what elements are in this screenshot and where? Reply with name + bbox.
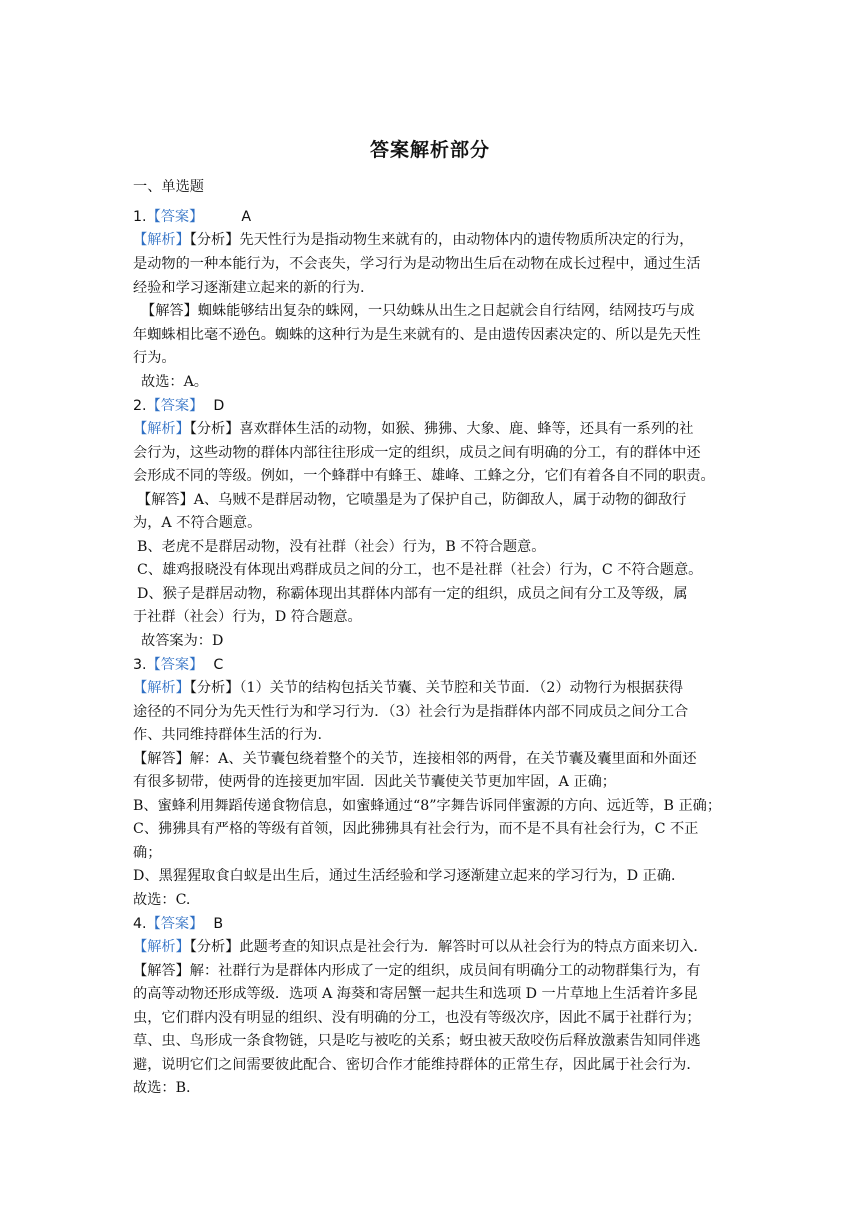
q2-solution-line-2: 为，A 不符合题意。: [133, 515, 262, 531]
q1-number: 1.: [133, 209, 147, 225]
q3-answer-line: [133, 654, 733, 678]
q3-final: 故选：C.: [133, 892, 191, 908]
q1-answer-tag: 【答案】: [146, 209, 204, 225]
q3-jiexi-tag: 【解析】: [133, 680, 190, 696]
q2-final: 故答案为：D: [141, 633, 224, 649]
q2-answer-line: [133, 395, 733, 419]
q4-solution-line-5: 避，说明它们之间需要彼此配合、密切合作才能维持群体的正常生存，因此属于社会行为．: [133, 1057, 701, 1073]
q2-option-c: C、雄鸡报晓没有体现出鸡群成员之间的分工，也不是社群（社会）行为，C 不符合题意。: [137, 562, 703, 578]
q4-answer-line: [133, 913, 733, 937]
q3-number: 3.: [133, 657, 147, 673]
q1-answer-line: [133, 206, 733, 230]
q4-analysis-text-1: 【分析】此题考查的知识点是社会行为．解答时可以从社会行为的特点方面来切入．: [189, 939, 708, 955]
q4-jiexi-tag: 【解析】: [133, 939, 190, 955]
q3-solution-line-2: 有很多韧带，使两骨的连接更加牢固．因此关节囊使关节更加牢固，A 正确；: [133, 774, 616, 790]
q3-option-c-line-1: C、狒狒具有严格的等级有首领，因此狒狒具有社会行为，而不是不具有社会行为，C 不正: [133, 821, 699, 837]
q2-option-d-line-1: D、猴子是群居动物，称霸体现出其群体内部有一定的组织，成员之间有分工及等级，属: [137, 586, 688, 602]
q4-solution-line-3: 虫，它们群内没有明显的组织、没有明确的分工，也没有等级次序，因此不属于社群行为；: [133, 1010, 701, 1026]
q2-number: 2.: [133, 398, 147, 414]
q2-answer: D: [213, 398, 225, 414]
q2-option-b: B、老虎不是群居动物，没有社群（社会）行为，B 不符合题意。: [137, 539, 546, 555]
q2-analysis-line-1: [133, 418, 733, 442]
q1-analysis-line-3: 经验和学习逐渐建立起来的新的行为.: [133, 280, 365, 296]
q4-answer-tag: 【答案】: [146, 916, 204, 932]
q4-solution-line-4: 草、虫、鸟形成一条食物链，只是吃与被吃的关系；蚜虫被天敌咬伤后释放激素告知同伴逃: [133, 1033, 701, 1049]
q4-analysis-line-1: [133, 936, 733, 960]
q2-answer-tag: 【答案】: [146, 398, 204, 414]
q1-analysis-line-1: [133, 229, 733, 253]
q2-jiexi-tag: 【解析】: [133, 421, 190, 437]
q4-final: 故选：B.: [133, 1080, 191, 1096]
q1-solution-line-2: 年蜘蛛相比毫不逊色。蜘蛛的这种行为是生来就有的、是由遗传因素决定的、所以是先天性: [133, 327, 701, 343]
q3-option-d: D、黑猩猩取食白蚁是出生后，通过生活经验和学习逐渐建立起来的学习行为，D 正确．: [133, 868, 686, 884]
q3-option-c-line-2: 确；: [133, 845, 162, 861]
q4-solution-line-2: 的高等动物还形成等级．选项 A 海葵和寄居蟹一起共生和选项 D 一片草地上生活着许多昆: [133, 986, 698, 1002]
q4-number: 4.: [133, 916, 147, 932]
q3-solution-line-1: 【解答】解：A、关节囊包绕着整个的关节，连接相邻的两骨，在关节囊及囊里面和外面还: [133, 751, 697, 767]
q1-jiexi-tag: 【解析】: [133, 232, 190, 248]
q3-analysis-line-3: 作、共同维持群体生活的行为.: [133, 727, 322, 743]
q3-analysis-text-1: 【分析】（1）关节的结构包括关节囊、关节腔和关节面．（2）动物行为根据获得: [189, 680, 684, 696]
q3-answer-tag: 【答案】: [146, 657, 204, 673]
q1-final: 故选：A。: [141, 374, 208, 390]
q1-analysis-line-2: 是动物的一种本能行为，不会丧失，学习行为是动物出生后在动物在成长过程中，通过生活: [133, 256, 701, 272]
section-heading: 一、单选题: [133, 179, 204, 195]
q2-solution-line-1: 【解答】A、乌贼不是群居动物，它喷墨是为了保护自己，防御敌人，属于动物的御敌行: [137, 492, 687, 508]
q2-analysis-line-2: 会行为，这些动物的群体内部往往形成一定的组织，成员之间有明确的分工，有的群体中还: [133, 445, 701, 461]
q2-option-d-line-2: 于社群（社会）行为，D 符合题意。: [133, 609, 362, 625]
q2-analysis-text-1: 【分析】喜欢群体生活的动物，如猴、狒狒、大象、鹿、蜂等，还具有一系列的社: [189, 421, 694, 437]
page-title: 答案解析部分: [369, 139, 490, 161]
q4-solution-line-1: 【解答】解：社群行为是群体内形成了一定的组织，成员间有明确分工的动物群集行为，有: [133, 963, 701, 979]
q1-solution-line-3: 行为。: [133, 350, 176, 366]
q3-analysis-line-1: [133, 677, 733, 701]
q3-analysis-line-2: 途径的不同分为先天性行为和学习行为．（3）社会行为是指群体内部不同成员之间分工合: [133, 704, 689, 720]
q3-answer: C: [213, 657, 224, 673]
q3-option-b: B、蜜蜂利用舞蹈传递食物信息，如蜜蜂通过“8”字舞告诉同伴蜜源的方向、远近等，B 正确；: [133, 798, 722, 814]
q4-answer: B: [213, 916, 224, 932]
q2-analysis-line-3: 会形成不同的等级。例如，一个蜂群中有蜂王、雄峰、工蜂之分，它们有着各自不同的职责。: [133, 468, 715, 484]
q1-answer: A: [241, 209, 252, 225]
q1-analysis-text-1: 【分析】先天性行为是指动物生来就有的，由动物体内的遗传物质所决定的行为，: [189, 232, 694, 248]
q1-solution-line-1: 【解答】蜘蛛能够结出复杂的蛛网，一只幼蛛从出生之日起就会自行结网，结网技巧与成: [141, 303, 695, 319]
